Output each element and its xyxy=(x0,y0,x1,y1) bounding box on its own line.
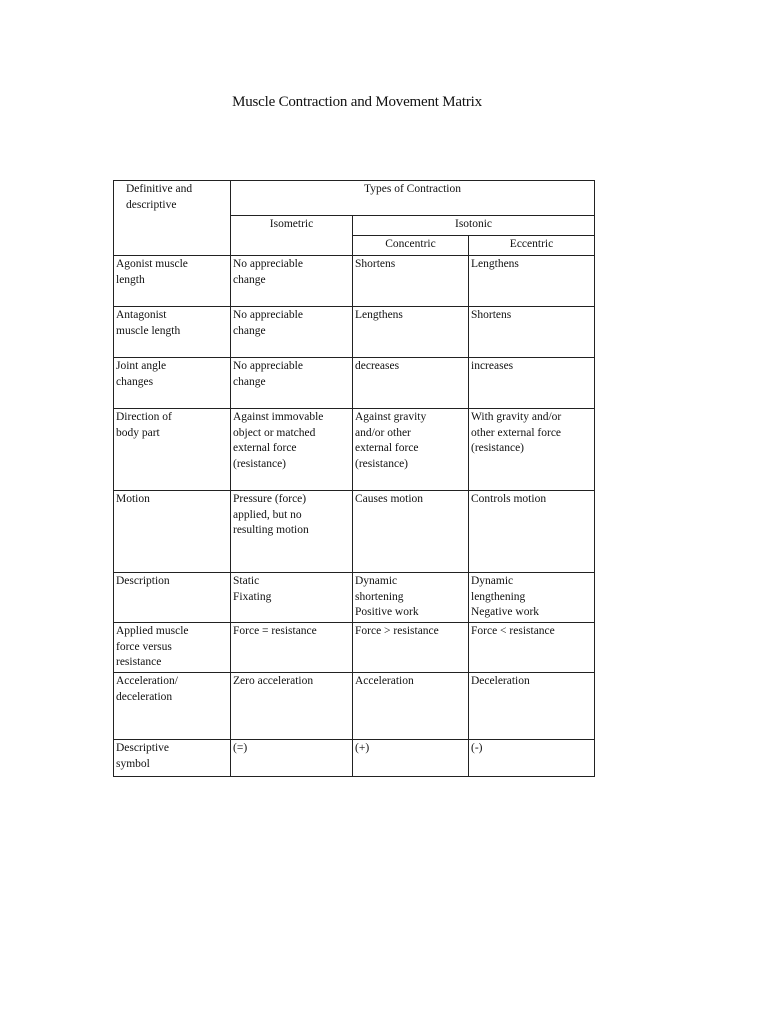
header-row-types xyxy=(114,181,595,216)
concentric-cell: decreases xyxy=(353,358,469,409)
eccentric-cell: Shortens xyxy=(469,307,595,358)
eccentric-cell: (-) xyxy=(469,740,595,777)
isometric-cell: Force = resistance xyxy=(231,623,353,673)
row-label: Description xyxy=(114,573,231,623)
concentric-cell: Dynamic shortening Positive work xyxy=(353,573,469,623)
concentric-cell: (+) xyxy=(353,740,469,777)
isometric-cell: Static Fixating xyxy=(231,573,353,623)
concentric-cell: Causes motion xyxy=(353,491,469,573)
row-label: Acceleration/ deceleration xyxy=(114,673,231,740)
isotonic-header: Isotonic xyxy=(353,216,595,236)
concentric-cell: Against gravity and/or other external force (resistance) xyxy=(353,409,469,491)
isometric-cell: No appreciable change xyxy=(231,256,353,307)
eccentric-cell: Deceleration xyxy=(469,673,595,740)
row-label: Antagonist muscle length xyxy=(114,307,231,358)
table-row xyxy=(114,358,595,409)
table-row xyxy=(114,256,595,307)
isometric-cell: Pressure (force) applied, but no resulting motion xyxy=(231,491,353,573)
row-label: Descriptive symbol xyxy=(114,740,231,777)
table-row xyxy=(114,673,595,740)
isometric-cell: Against immovable object or matched external force (resistance) xyxy=(231,409,353,491)
isometric-cell: No appreciable change xyxy=(231,307,353,358)
row-label: Motion xyxy=(114,491,231,573)
eccentric-cell: increases xyxy=(469,358,595,409)
row-label: Applied muscle force versus resistance xyxy=(114,623,231,673)
contraction-matrix-table xyxy=(113,180,595,777)
eccentric-header: Eccentric xyxy=(469,236,595,256)
concentric-cell: Force > resistance xyxy=(353,623,469,673)
eccentric-cell: Controls motion xyxy=(469,491,595,573)
eccentric-cell: With gravity and/or other external force (resistance) xyxy=(469,409,595,491)
concentric-cell: Shortens xyxy=(353,256,469,307)
table-row xyxy=(114,623,595,673)
document-title: Muscle Contraction and Movement Matrix xyxy=(232,94,482,110)
corner-label: Definitive and descriptive xyxy=(114,181,231,256)
eccentric-cell: Lengthens xyxy=(469,256,595,307)
isometric-cell: Zero acceleration xyxy=(231,673,353,740)
row-label: Direction of body part xyxy=(114,409,231,491)
row-label: Agonist muscle length xyxy=(114,256,231,307)
concentric-cell: Lengthens xyxy=(353,307,469,358)
eccentric-cell: Dynamic lengthening Negative work xyxy=(469,573,595,623)
table-row xyxy=(114,409,595,491)
isometric-header: Isometric xyxy=(231,216,353,256)
table-row xyxy=(114,491,595,573)
table-row xyxy=(114,573,595,623)
eccentric-cell: Force < resistance xyxy=(469,623,595,673)
types-of-contraction-header: Types of Contraction xyxy=(231,181,595,216)
concentric-cell: Acceleration xyxy=(353,673,469,740)
table-row xyxy=(114,740,595,777)
isometric-cell: No appreciable change xyxy=(231,358,353,409)
table-row xyxy=(114,307,595,358)
concentric-header: Concentric xyxy=(353,236,469,256)
row-label: Joint angle changes xyxy=(114,358,231,409)
isometric-cell: (=) xyxy=(231,740,353,777)
